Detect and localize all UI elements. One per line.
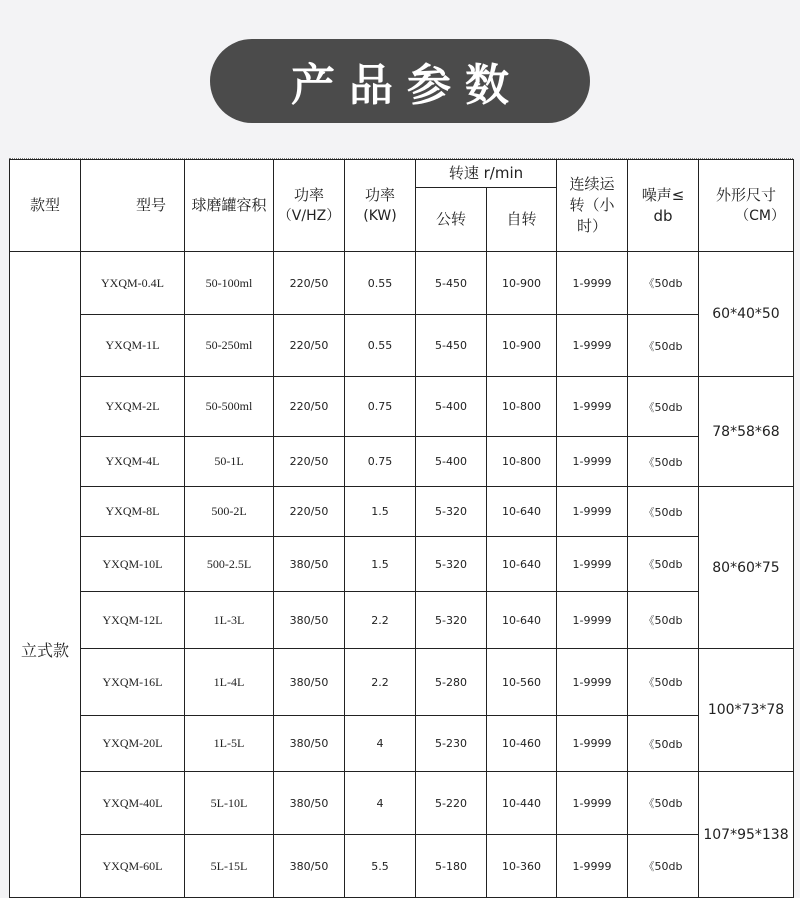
- cell-revolution: 5-450: [416, 315, 487, 377]
- cell-hours: 1-9999: [557, 377, 628, 437]
- cell-rotation: 10-800: [487, 437, 557, 487]
- header-continuous-run: [557, 160, 628, 252]
- header-noise-line1: 噪声≤: [641, 185, 685, 204]
- cell-voltage: 220/50: [274, 437, 345, 487]
- cell-model: YXQM-60L: [81, 835, 185, 898]
- cell-power: 4: [345, 716, 416, 772]
- cell-voltage: 380/50: [274, 649, 345, 716]
- cell-model: YXQM-20L: [81, 716, 185, 772]
- cell-revolution: 5-220: [416, 772, 487, 835]
- table-row: [10, 537, 794, 592]
- cell-hours: 1-9999: [557, 315, 628, 377]
- table-row: [10, 716, 794, 772]
- cell-rotation: 10-640: [487, 487, 557, 537]
- cell-rotation: 10-900: [487, 315, 557, 377]
- table-row: [10, 835, 794, 898]
- header-power-vhz: [274, 160, 345, 252]
- cell-voltage: 380/50: [274, 716, 345, 772]
- cell-voltage: 380/50: [274, 835, 345, 898]
- cell-capacity: 1L-3L: [185, 592, 274, 649]
- cell-power: 1.5: [345, 487, 416, 537]
- header-dimensions: [699, 160, 794, 252]
- cell-power: 0.75: [345, 377, 416, 437]
- table-row: [10, 315, 794, 377]
- cell-capacity: 5L-10L: [185, 772, 274, 835]
- cell-hours: 1-9999: [557, 487, 628, 537]
- cell-power: 2.2: [345, 592, 416, 649]
- cell-capacity: 50-100ml: [185, 252, 274, 315]
- cell-capacity: 500-2L: [185, 487, 274, 537]
- cell-model: YXQM-40L: [81, 772, 185, 835]
- cell-noise: 《50db: [628, 537, 699, 592]
- cell-model: YXQM-2L: [81, 377, 185, 437]
- cell-model: YXQM-1L: [81, 315, 185, 377]
- header-continuous-line2: 转（小: [569, 196, 615, 214]
- table-row: [10, 649, 794, 716]
- cell-noise: 《50db: [628, 377, 699, 437]
- header-power-kw: [345, 160, 416, 252]
- cell-capacity: 1L-4L: [185, 649, 274, 716]
- cell-model: YXQM-16L: [81, 649, 185, 716]
- cell-voltage: 220/50: [274, 252, 345, 315]
- header-dims-line2: （CM）: [735, 207, 785, 224]
- header-power-kw-line2: (KW): [363, 207, 397, 224]
- cell-rotation: 10-560: [487, 649, 557, 716]
- cell-noise: 《50db: [628, 716, 699, 772]
- table-row: [10, 437, 794, 487]
- cell-rotation: 10-360: [487, 835, 557, 898]
- cell-noise: 《50db: [628, 649, 699, 716]
- cell-dimensions: 80*60*75: [699, 487, 794, 649]
- cell-rotation: 10-640: [487, 537, 557, 592]
- table-row: [10, 592, 794, 649]
- cell-revolution: 5-400: [416, 437, 487, 487]
- cell-capacity: 50-250ml: [185, 315, 274, 377]
- cell-dimensions: 100*73*78: [699, 649, 794, 772]
- cell-hours: 1-9999: [557, 649, 628, 716]
- category-cell: 立式款: [10, 252, 81, 898]
- cell-voltage: 380/50: [274, 537, 345, 592]
- cell-power: 0.75: [345, 437, 416, 487]
- cell-revolution: 5-180: [416, 835, 487, 898]
- cell-rotation: 10-800: [487, 377, 557, 437]
- cell-voltage: 220/50: [274, 315, 345, 377]
- spec-table: [9, 159, 794, 898]
- header-continuous-line1: 连续运: [569, 175, 615, 193]
- header-continuous-line3: 时）: [576, 217, 607, 235]
- cell-model: YXQM-4L: [81, 437, 185, 487]
- header-dims-line1: 外形尺寸: [715, 185, 776, 204]
- cell-noise: 《50db: [628, 772, 699, 835]
- cell-noise: 《50db: [628, 437, 699, 487]
- cell-voltage: 380/50: [274, 772, 345, 835]
- cell-revolution: 5-400: [416, 377, 487, 437]
- cell-power: 1.5: [345, 537, 416, 592]
- header-jar-capacity: 球磨罐容积: [185, 160, 274, 252]
- cell-noise: 《50db: [628, 252, 699, 315]
- cell-noise: 《50db: [628, 592, 699, 649]
- cell-power: 0.55: [345, 252, 416, 315]
- header-power-kw-line1: 功率: [364, 185, 395, 204]
- cell-rotation: 10-440: [487, 772, 557, 835]
- cell-capacity: 1L-5L: [185, 716, 274, 772]
- cell-hours: 1-9999: [557, 592, 628, 649]
- cell-revolution: 5-320: [416, 487, 487, 537]
- table-row: [10, 252, 794, 315]
- cell-power: 4: [345, 772, 416, 835]
- cell-capacity: 50-500ml: [185, 377, 274, 437]
- table-row: [10, 772, 794, 835]
- header-power-vhz-line1: 功率: [293, 185, 324, 204]
- header-noise: [628, 160, 699, 252]
- cell-capacity: 5L-15L: [185, 835, 274, 898]
- cell-hours: 1-9999: [557, 772, 628, 835]
- cell-revolution: 5-280: [416, 649, 487, 716]
- cell-hours: 1-9999: [557, 252, 628, 315]
- header-noise-line2: db: [653, 206, 673, 225]
- header-power-vhz-line2: （V/HZ）: [277, 207, 341, 224]
- table-row: [10, 487, 794, 537]
- spec-table-container: [9, 158, 793, 898]
- header-model: 型号: [81, 160, 185, 252]
- cell-revolution: 5-230: [416, 716, 487, 772]
- cell-voltage: 220/50: [274, 487, 345, 537]
- header-style: 款型: [10, 160, 81, 252]
- cell-model: YXQM-10L: [81, 537, 185, 592]
- cell-hours: 1-9999: [557, 835, 628, 898]
- cell-noise: 《50db: [628, 315, 699, 377]
- cell-rotation: 10-900: [487, 252, 557, 315]
- header-speed-group: 转速 r/min: [416, 160, 557, 188]
- cell-power: 0.55: [345, 315, 416, 377]
- cell-rotation: 10-460: [487, 716, 557, 772]
- cell-noise: 《50db: [628, 835, 699, 898]
- cell-hours: 1-9999: [557, 437, 628, 487]
- cell-capacity: 500-2.5L: [185, 537, 274, 592]
- cell-model: YXQM-12L: [81, 592, 185, 649]
- cell-revolution: 5-320: [416, 592, 487, 649]
- cell-dimensions: 107*95*138: [699, 772, 794, 898]
- cell-revolution: 5-320: [416, 537, 487, 592]
- header-speed-rotation: 自转: [487, 188, 557, 252]
- header-speed-revolution: 公转: [416, 188, 487, 252]
- cell-dimensions: 78*58*68: [699, 377, 794, 487]
- page-title: 产品参数: [210, 39, 590, 123]
- cell-noise: 《50db: [628, 487, 699, 537]
- cell-voltage: 220/50: [274, 377, 345, 437]
- cell-revolution: 5-450: [416, 252, 487, 315]
- cell-hours: 1-9999: [557, 716, 628, 772]
- cell-voltage: 380/50: [274, 592, 345, 649]
- cell-power: 5.5: [345, 835, 416, 898]
- table-row: [10, 377, 794, 437]
- cell-model: YXQM-8L: [81, 487, 185, 537]
- cell-dimensions: 60*40*50: [699, 252, 794, 377]
- cell-capacity: 50-1L: [185, 437, 274, 487]
- cell-hours: 1-9999: [557, 537, 628, 592]
- cell-rotation: 10-640: [487, 592, 557, 649]
- cell-power: 2.2: [345, 649, 416, 716]
- cell-model: YXQM-0.4L: [81, 252, 185, 315]
